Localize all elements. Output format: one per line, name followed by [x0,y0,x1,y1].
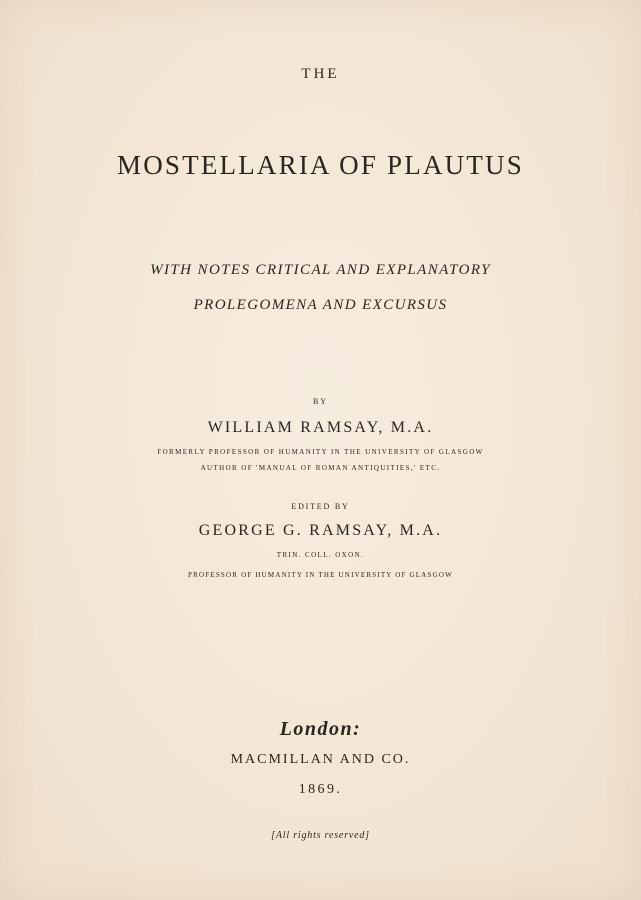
subtitle-line-1: WITH NOTES CRITICAL AND EXPLANATORY [150,262,491,278]
rights-notice: [All rights reserved] [271,830,370,841]
editor-college: TRIN. COLL. OXON. [276,551,365,559]
edited-by-label: EDITED BY [291,502,350,511]
publication-year: 1869. [298,782,343,797]
book-title: MOSTELLARIA OF PLAUTUS [117,150,524,180]
title-article: THE [301,66,340,82]
editor-name: GEORGE G. RAMSAY, M.A. [198,522,443,539]
author-credit-line-1: FORMERLY PROFESSOR OF HUMANITY IN THE UNIVERSITY OF GLASGOW [157,448,484,456]
author-credit-line-2: AUTHOR OF 'MANUAL OF ROMAN ANTIQUITIES,' ETC. [200,464,441,472]
author-name: WILLIAM RAMSAY, M.A. [207,419,434,436]
publisher-name: MACMILLAN AND CO. [230,752,411,767]
subtitle-line-2: PROLEGOMENA AND EXCURSUS [193,297,448,313]
editor-credit: PROFESSOR OF HUMANITY IN THE UNIVERSITY OF GLASGOW [188,571,453,579]
by-label: BY [312,397,329,406]
publication-place: London: [279,718,362,740]
